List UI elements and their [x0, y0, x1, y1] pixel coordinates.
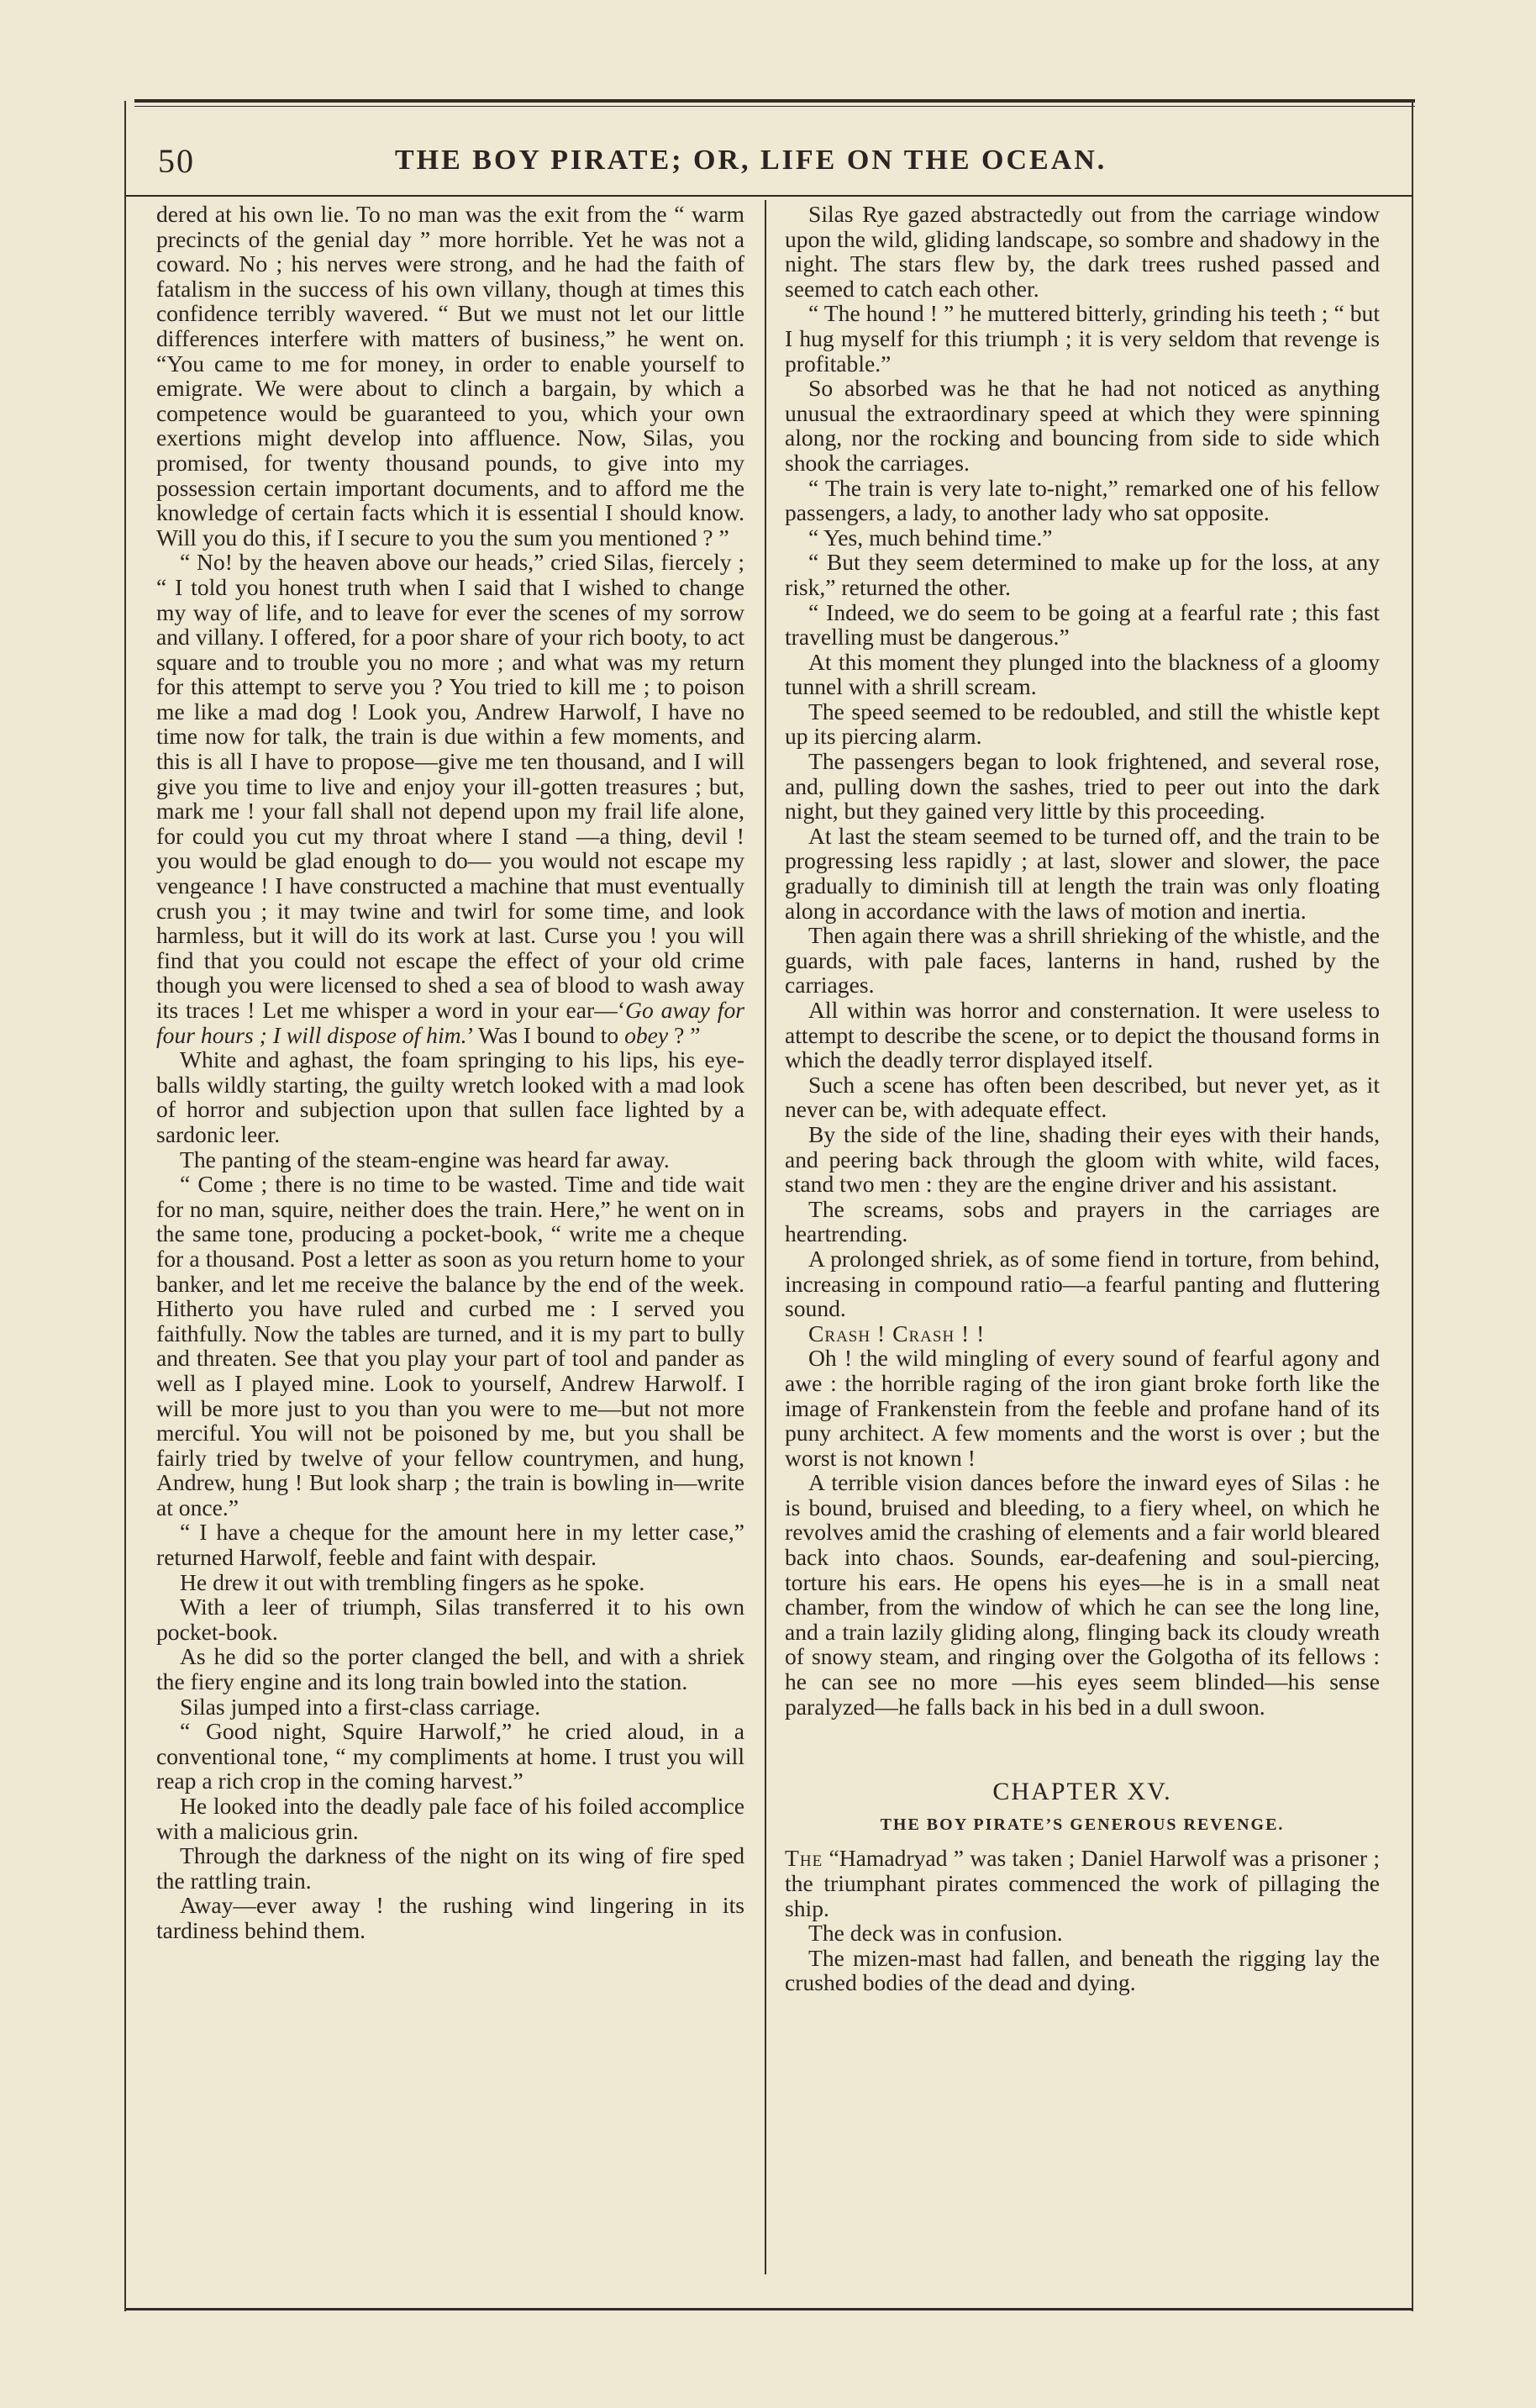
- header-rule: [126, 195, 1413, 197]
- paragraph: A prolonged shriek, as of some fiend in torture, from behind, increasing in compound ratio—a fearful panting and fluttering sound.: [785, 1245, 1380, 1322]
- paragraph: At last the steam seemed to be turned off, and the train to be progressing less rapidly ; at last, slower and slower, the pace gradually to diminish till at length the train was only floating along in accordance with the laws of motion and inertia.: [785, 822, 1380, 924]
- paragraph: All within was horror and consternation. It were useless to attempt to describe the scene, or to depict the thousand forms in which the deadly terror displayed itself.: [785, 997, 1380, 1073]
- paragraph: Away—ever away ! the rushing wind lingering in its tardiness behind them.: [156, 1892, 744, 1943]
- page-number: 50: [158, 142, 195, 180]
- paragraph: Through the darkness of the night on its wing of fire sped the rattling train.: [156, 1842, 744, 1894]
- paragraph: Then again there was a shrill shrieking of the whistle, and the guards, with pale faces, lanterns in hand, rushed by the carriages.: [785, 922, 1380, 999]
- paragraph: Silas Rye gazed abstractedly out from the carriage window upon the wild, gliding landscape, so sombre and shadowy in the night. The stars flew by, the dark trees rushed passed and seemed to catch each other.: [785, 201, 1380, 302]
- left-column: [156, 202, 744, 1943]
- paragraph: The deck was in confusion.: [808, 1920, 1063, 1947]
- opening-word: The: [785, 1845, 823, 1872]
- chapter-heading: CHAPTER XV.: [992, 1778, 1172, 1806]
- column-divider: [765, 200, 766, 2274]
- paragraph: As he did so the porter clanged the bell, and with a shriek the fiery engine and its long train bowled into the station.: [156, 1643, 744, 1695]
- italic-phrase: Go away for four hours ; I will dispose of him.: [156, 997, 745, 1048]
- paragraph: “ Indeed, we do seem to be going at a fearful rate ; this fast travelling must be dangerous.”: [785, 598, 1380, 651]
- paragraph: Oh ! the wild mingling of every sound of fearful agony and awe : the horrible raging of the iron giant broke forth like the image of Frankenstein from the feeble and profane hand of its puny architect. A few moments and the worst is over ; but the worst is not known !: [785, 1345, 1380, 1471]
- paragraph: At this moment they plunged into the blackness of a gloomy tunnel with a shrill scream.: [785, 648, 1380, 700]
- paragraph: The passengers began to look frightened, and several rose, and, pulling down the sashes, tried to peer out into the dark night, but they gained very little by this proceeding.: [785, 748, 1380, 825]
- crash-line: Crash ! Crash ! !: [808, 1320, 986, 1346]
- paragraph: The panting of the steam-engine was heard far away.: [180, 1146, 670, 1172]
- paragraph: “ Come ; there is no time to be wasted. Time and tide wait for no man, squire, neither does the train. Here,” he went on in the same tone, producing a pocket-book, “ write me a cheque for a thousand. Post a letter as soon as you return home to your banker, and let me receive the balance by the end of the week. Hitherto you have ruled and curbed me : I served you faithfully. Now the tables are turned, and it is my part to bully and threaten. See that you play your part of tool and pander as well as I played mine. Look to yourself, Andrew Harwolf. I will be more just to you than you were to me—but not more merciful. You will not be poisoned by me, but you shall be fairly tried by twelve of your fellow countrymen, and hung, Andrew, hung ! But look sharp ; the train is bowling in—write at once.”: [156, 1171, 744, 1520]
- right-column: [785, 202, 1380, 1995]
- paragraph: By the side of the line, shading their eyes with their hands, and peering back through the gloom with white, wild faces, stand two men : they are the engine driver and his assistant.: [785, 1120, 1380, 1198]
- paragraph: The mizen-mast had fallen, and beneath the rigging lay the crushed bodies of the dead and dying.: [785, 1944, 1380, 1996]
- left-border: [124, 101, 126, 2311]
- paragraph: Such a scene has often been described, but never yet, as it never can be, with adequate effect.: [785, 1071, 1380, 1123]
- paragraph: A terrible vision dances before the inward eyes of Silas : he is bound, bruised and bleeding, to a fiery wheel, on which he revolves amid the crashing of elements and a fair world bleared back into chaos. Sounds, ear-deafening and soul-piercing, torture his ears. He opens his eyes—he is in a small neat chamber, from the window of which he can see the long line, and a train lazily gliding along, flinging back its cloudy wreath of snowy steam, and ringing over the Golgotha of its fellows : he can see no more —his eyes seem blinded—his sense paralyzed—he falls back in his bed in a dull swoon.: [785, 1469, 1380, 1720]
- bottom-rule: [126, 2308, 1413, 2311]
- paragraph: “ Good night, Squire Harwolf,” he cried aloud, in a conventional tone, “ my compliments at home. I trust you will reap a rich crop in the coming harvest.”: [156, 1718, 744, 1794]
- paragraph: The speed seemed to be redoubled, and still the whistle kept up its piercing alarm.: [785, 698, 1380, 750]
- paragraph: “ Yes, much behind time.”: [808, 524, 1053, 551]
- paragraph: “ I have a cheque for the amount here in my letter case,” returned Harwolf, feeble and faint with despair.: [156, 1519, 744, 1571]
- chapter-opening-paragraph: The “Hamadryad ” was taken ; Daniel Harwolf was a prisoner ; the triumphant pirates commenced the work of pillaging the ship.: [785, 1845, 1380, 1921]
- paragraph: “ But they seem determined to make up for the loss, at any risk,” returned the other.: [785, 549, 1380, 600]
- paragraph: The screams, sobs and prayers in the carriages are heartrending.: [785, 1195, 1380, 1247]
- paragraph: “ The train is very late to-night,” remarked one of his fellow passengers, a lady, to another lady who sat opposite.: [785, 474, 1380, 526]
- paragraph: White and aghast, the foam springing to his lips, his eye-balls wildly starting, the guilty wretch looked with a mad look of horror and subjection upon that sullen face lighted by a sardonic leer.: [156, 1046, 744, 1147]
- italic-word: obey: [624, 1021, 669, 1048]
- paragraph: He drew it out with trembling fingers as he spoke.: [180, 1568, 645, 1595]
- top-rule-thin: [134, 106, 1415, 107]
- paragraph: dered at his own lie. To no man was the exit from the “ warm precincts of the genial day ” more horrible. Yet he was not a coward. No ; his nerves were strong, and he had the faith of fatalism in the success of his own villany, though at times this confidence terribly wavered. “ But we must not let our little differences interfere with matters of business,” he went on. “You came to me for money, in order to enable yourself to emigrate. We were about to clinch a bargain, by which a competence would be guaranteed to you, which your own exertions might develop into affluence. Now, Silas, you promised, for twenty thousand pounds, to give into my possession certain important documents, and to afford me the knowledge of certain facts which it is essential I should know. Will you do this, if I secure to you the sum you mentioned ? ”: [156, 201, 744, 551]
- paragraph: Silas jumped into a first-class carriage.: [180, 1693, 541, 1720]
- paragraph: So absorbed was he that he had not noticed as anything unusual the extraordinary speed at which they were spinning along, nor the rocking and bouncing from side to side which shook the carriages.: [785, 375, 1380, 476]
- paragraph: With a leer of triumph, Silas transferred it to his own pocket-book.: [156, 1594, 744, 1645]
- top-rule-thick: [134, 99, 1415, 103]
- paragraph: “ No! by the heaven above our heads,” cried Silas, fiercely ; “ I told you honest truth when I said that I wished to change my way of life, and to leave for ever the scenes of my sorrow and villany. I offered, for a poor share of your rich booty, to act square and to trouble you no more ; and what was my return for this attempt to serve you ? You tried to kill me ; to poison me like a mad dog ! Look you, Andrew Harwolf, I have no time now for talk, the train is due within a few moments, and this is all I have to propose—give me ten thousand, and I will give you time to live and enjoy your ill-gotten treasures ; but, mark me ! your fall shall not depend upon my frail life alone, for could you cut my throat where I stand —a thing, devil ! you would be glad enough to do— you would not escape my vengeance ! I have constructed a machine that must eventually crush you ; it may twine and twirl for some time, and look harmless, but it will do its work at last. Curse you ! you will find that you could not escape the effect of your old crime though you were licensed to shed a sea of blood to wash away its traces ! Let me whisper a word in your ear—‘Go away for four hours ; I will dispose of him.’ Was I bound to obey ? ”: [156, 549, 745, 1048]
- paragraph: “ The hound ! ” he muttered bitterly, grinding his teeth ; “ but I hug myself for this triumph ; it is very seldom that revenge is profitable.”: [785, 300, 1380, 377]
- chapter-title: THE BOY PIRATE’S GENEROUS REVENGE.: [880, 1815, 1285, 1834]
- paragraph: He looked into the deadly pale face of his foiled accomplice with a malicious grin.: [156, 1793, 744, 1844]
- running-title: THE BOY PIRATE; OR, LIFE ON THE OCEAN.: [395, 145, 1107, 176]
- right-border: [1412, 101, 1413, 2311]
